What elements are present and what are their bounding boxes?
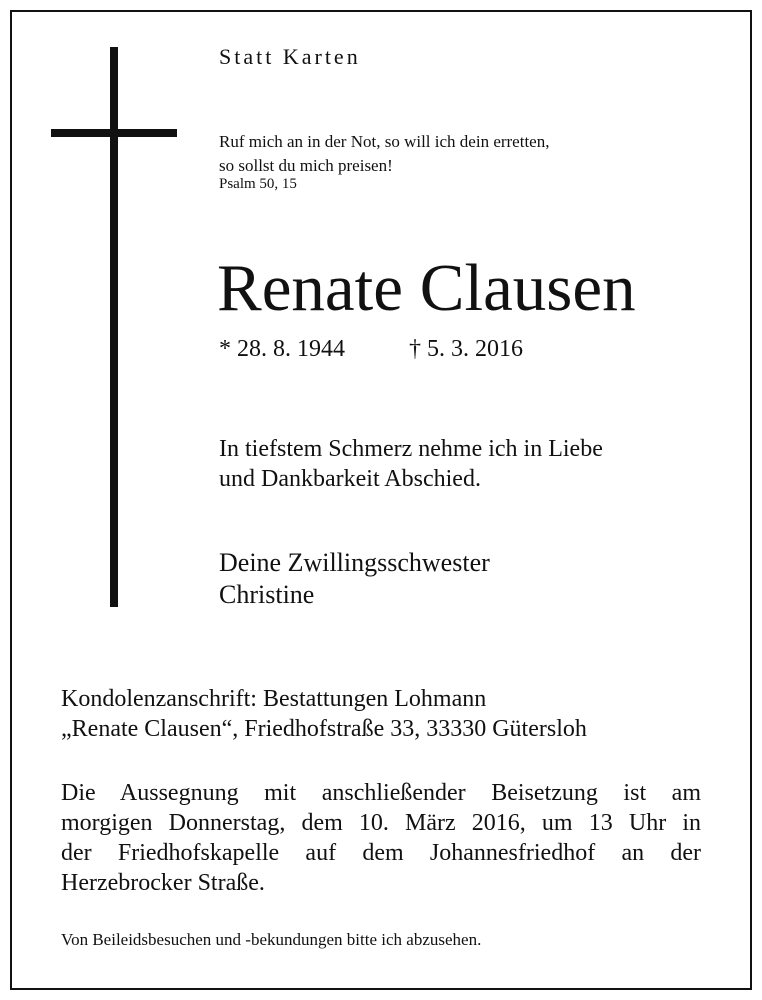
ceremony-info — [61, 778, 701, 898]
farewell-message — [219, 434, 603, 494]
signature-line: Deine Zwillingsschwester — [219, 548, 490, 577]
condolence-address-line: „Renate Clausen“, Friedhofstraße 33, 33330 Gütersloh — [61, 716, 587, 742]
death-date: † 5. 3. 2016 — [409, 336, 523, 362]
bible-verse-reference: Psalm 50, 15 — [219, 176, 297, 192]
birth-date: * 28. 8. 1944 — [219, 336, 345, 362]
ceremony-info-line: morgigen Donnerstag, dem 10. März 2016, um 13 Uhr in — [61, 810, 701, 836]
ceremony-info-line: der Friedhofskapelle auf dem Johannesfriedhof an der — [61, 840, 701, 866]
bible-verse-line: so sollst du mich preisen! — [219, 156, 393, 175]
signature — [219, 547, 490, 611]
farewell-message-line: und Dankbarkeit Abschied. — [219, 466, 481, 492]
closing-note: Von Beileidsbesuchen und -bekundungen bitte ich abzusehen. — [61, 930, 482, 949]
notice-heading: Statt Karten — [219, 44, 361, 69]
ceremony-info-line: Herzebrocker Straße. — [61, 870, 265, 896]
cross-icon-crossbar — [51, 129, 177, 137]
signature-line: Christine — [219, 580, 315, 609]
deceased-name: Renate Clausen — [217, 251, 636, 325]
farewell-message-line: In tiefstem Schmerz nehme ich in Liebe — [219, 436, 603, 462]
bible-verse-line: Ruf mich an in der Not, so will ich dein erretten, — [219, 132, 550, 151]
condolence-address — [61, 684, 587, 744]
condolence-address-line: Kondolenzanschrift: Bestattungen Lohmann — [61, 686, 487, 712]
ceremony-info-line: Die Aussegnung mit anschließender Beisetzung ist am — [61, 780, 701, 806]
bible-verse — [219, 130, 549, 178]
